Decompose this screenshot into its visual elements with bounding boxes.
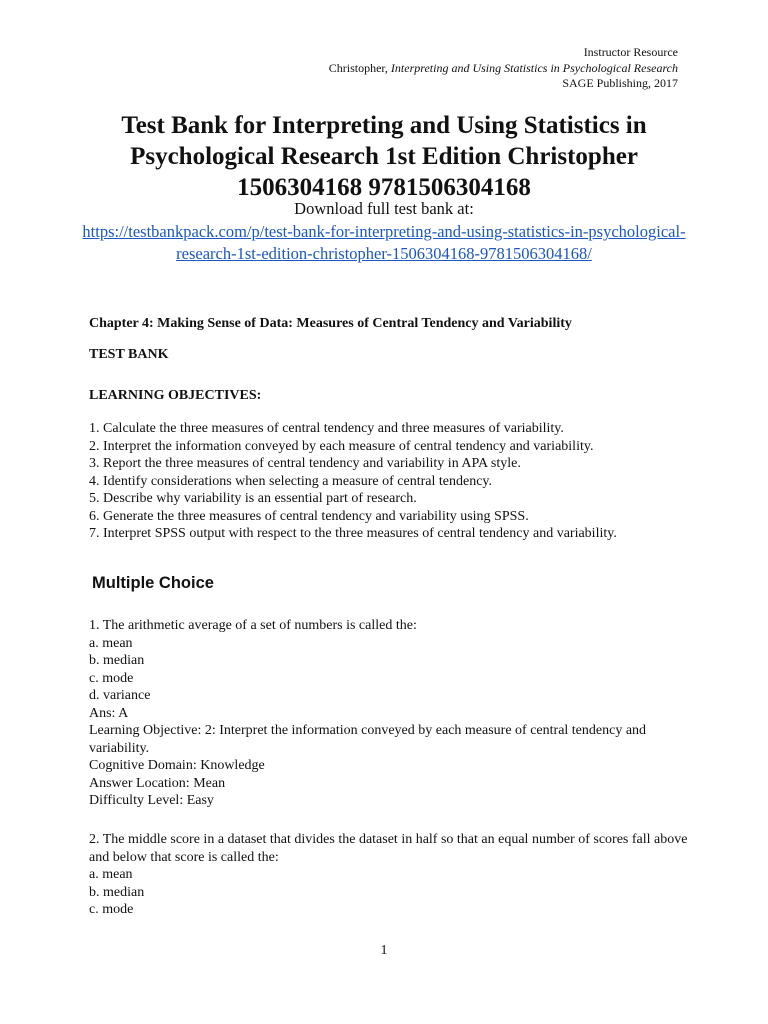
answer-key: Ans: A [89, 705, 129, 721]
document-title: Test Bank for Interpreting and Using Statistics in Psychological Research 1st Edition Christopher 1506304168 9781506304168 [121, 112, 647, 201]
learning-objective-item: 1. Calculate the three measures of central tendency and three measures of variability. [89, 421, 564, 436]
header-book-citation [329, 61, 678, 77]
multiple-choice-heading: Multiple Choice [92, 574, 214, 592]
test-bank-label: TEST BANK [89, 347, 169, 362]
answer-option: c. mode [89, 902, 134, 917]
answer-option: a. mean [89, 635, 133, 651]
question-prompt: 1. The arithmetic average of a set of numbers is called the: [89, 618, 417, 633]
answer-location: Answer Location: Mean [89, 775, 226, 791]
learning-objectives-heading: LEARNING OBJECTIVES: [89, 388, 262, 403]
difficulty-level: Difficulty Level: Easy [89, 793, 214, 808]
learning-objective-item: 4. Identify considerations when selecting a measure of central tendency. [89, 473, 492, 489]
cognitive-domain: Cognitive Domain: Knowledge [89, 758, 265, 773]
answer-option: c. mode [89, 670, 134, 686]
question-learning-objective: Learning Objective: 2: Interpret the information conveyed by each measure of central tendency and variability. [89, 723, 647, 756]
learning-objectives-list [89, 420, 689, 543]
header-instructor-resource: Instructor Resource [583, 45, 678, 59]
question-1 [89, 617, 689, 810]
learning-objective-item: 6. Generate the three measures of central tendency and variability using SPSS. [89, 508, 529, 524]
page-number: 1 [380, 943, 388, 958]
learning-objective-item: 7. Interpret SPSS output with respect to the three measures of central tendency and variability. [89, 526, 617, 541]
answer-option: a. mean [89, 867, 133, 882]
learning-objective-item: 2. Interpret the information conveyed by each measure of central tendency and variability. [89, 438, 594, 454]
header-publisher: SAGE Publishing, 2017 [562, 76, 678, 90]
answer-option: b. median [89, 884, 145, 900]
answer-option: b. median [89, 653, 145, 668]
learning-objective-item: 5. Describe why variability is an essential part of research. [89, 491, 417, 506]
chapter-heading: Chapter 4: Making Sense of Data: Measures of Central Tendency and Variability [89, 316, 572, 331]
question-2 [89, 831, 689, 919]
page-header [329, 45, 678, 92]
learning-objective-item: 3. Report the three measures of central tendency and variability in APA style. [89, 456, 521, 471]
answer-option: d. variance [89, 688, 151, 703]
header-author: Christopher, [328, 60, 391, 75]
header-book-title: Interpreting and Using Statistics in Psychological Research [390, 60, 678, 75]
download-label: Download full test bank at: [294, 199, 474, 218]
question-prompt: 2. The middle score in a dataset that divides the dataset in half so that an equal number of scores fall above and below that score is called the: [89, 832, 688, 865]
download-link[interactable]: https://testbankpack.com/p/test-bank-for-interpreting-and-using-statistics-in-psychological-research-1st-edition-christopher-1506304168-9781506304168/ [82, 222, 686, 263]
